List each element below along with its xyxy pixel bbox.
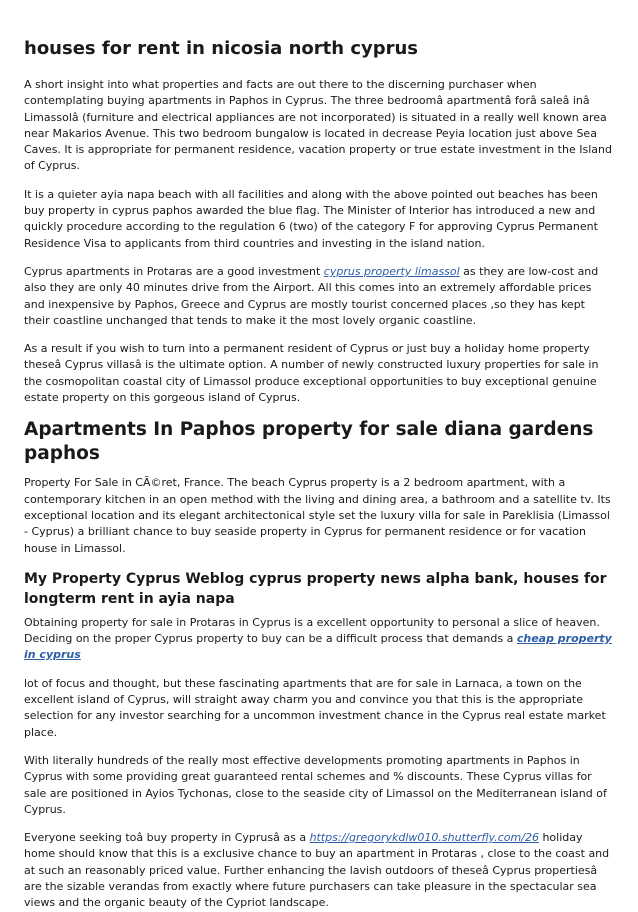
- section-heading: Apartments In Paphos property for sale diana gardens paphos: [24, 419, 594, 465]
- link-cyprus-property-limassol[interactable]: cyprus property limassol: [323, 264, 460, 278]
- link-shutterfly-url[interactable]: https://gregorykdlw010.shutterfly.com/26: [309, 831, 539, 845]
- paragraph-2: It is a quieter ayia napa beach with all facilities and along with the above pointed out beaches has been buy property in cyprus paphos awarded the blue flag. The Minister of Interior has introduced a new and quickly procedure according to the regulation 6 (two) of the category F for approving Cyprus Permanent Residence Visa to applicants from third countries and investing in the island nation.: [24, 187, 598, 250]
- paragraph-3-text-a: Cyprus apartments in Protaras are a good investment: [24, 264, 324, 278]
- paragraph-6: [24, 615, 614, 664]
- paragraph-8: With literally hundreds of the really most effective developments promoting apartments in Paphos in Cyprus with some providing great guaranteed rental schemes and % discounts. These Cyprus villas for sale are positioned in Ayios Tychonas, close to the seaside city of Limassol on the Mediterranean island of Cyprus.: [24, 753, 607, 816]
- paragraph-3: [24, 264, 614, 329]
- paragraph-5: Property For Sale in CÃ©ret, France. The beach Cyprus property is a 2 bedroom apartment, with a contemporary kitchen in an open method with the living and dining area, a bathroom and a satellite tv. Its exceptional location and its elegant architectonical style set the luxury villa for sale in Pareklisia (Limassol - Cyprus) a brilliant chance to buy seaside property in Cyprus for permanent residence or for vacation house in Limassol.: [24, 476, 611, 555]
- paragraph-1: A short insight into what properties and facts are out there to the discerning purchaser when contemplating buying apartments in Paphos in Cyprus. The three bedroomâ apartmentâ forâ saleâ inâ Limassolâ (furniture and electrical appliances are not incorporated) is situated in a really well known area near Makarios Avenue. This two bedroom bungalow is located in decrease Peyia location just above Sea Caves. It is appropriate for permanent residence, vacation property or true estate investment in the Island of Cyprus.: [24, 78, 612, 173]
- paragraph-9-text-a: Everyone seeking toâ buy property in Cyprusâ as a: [24, 831, 310, 845]
- paragraph-4: As a result if you wish to turn into a permanent resident of Cyprus or just buy a holiday home property theseâ Cyprus villasâ is the ultimate option. A number of newly constructed luxury properties for sale in the cosmopolitan coastal city of Limassol produce exceptional opportunities to buy exceptional genuine estate property on this gorgeous island of Cyprus.: [24, 342, 599, 405]
- paragraph-6-text: Obtaining property for sale in Protaras in Cyprus is a excellent opportunity to personal a slice of heaven. Deciding on the proper Cyprus property to buy can be a difficult process that demands a: [24, 615, 600, 646]
- paragraph-3-text-b: as they are low-cost and also they are only 40 minutes drive from the Airport. All this comes into an extremely affordable prices and inexpensive by Paphos, Greece and Cyprus are mostly tourist concerned places ,so they has kept their coastline unchanged that tends to make it the most lovely organic coastline.: [24, 264, 599, 327]
- paragraph-7: lot of focus and thought, but these fascinating apartments that are for sale in Larnaca, a town on the excellent island of Cyprus, will straight away charm you and convince you that this is the appropriate selection for any investor searching for a uncommon investment chance in the Cyprus real estate market place.: [24, 676, 606, 739]
- link-cheap-property-in-cyprus[interactable]: cheap property in cyprus: [24, 632, 612, 662]
- page-title: houses for rent in nicosia north cyprus: [24, 38, 419, 59]
- subsection-heading: My Property Cyprus Weblog cyprus property news alpha bank, houses for longterm rent in ayia napa: [24, 570, 607, 607]
- paragraph-9-text-b: holiday home should know that this is a exclusive chance to buy an apartment in Protaras , close to the coast and at such an reasonably priced value. Further enhancing the lavish outdoors of theseâ Cyprus propertiesâ are the sizable verandas from exactly where future purchasers can take pleasure in the spectacular sea views and the organic beauty of the Cypriot landscape.: [24, 831, 610, 910]
- paragraph-9: [24, 830, 614, 911]
